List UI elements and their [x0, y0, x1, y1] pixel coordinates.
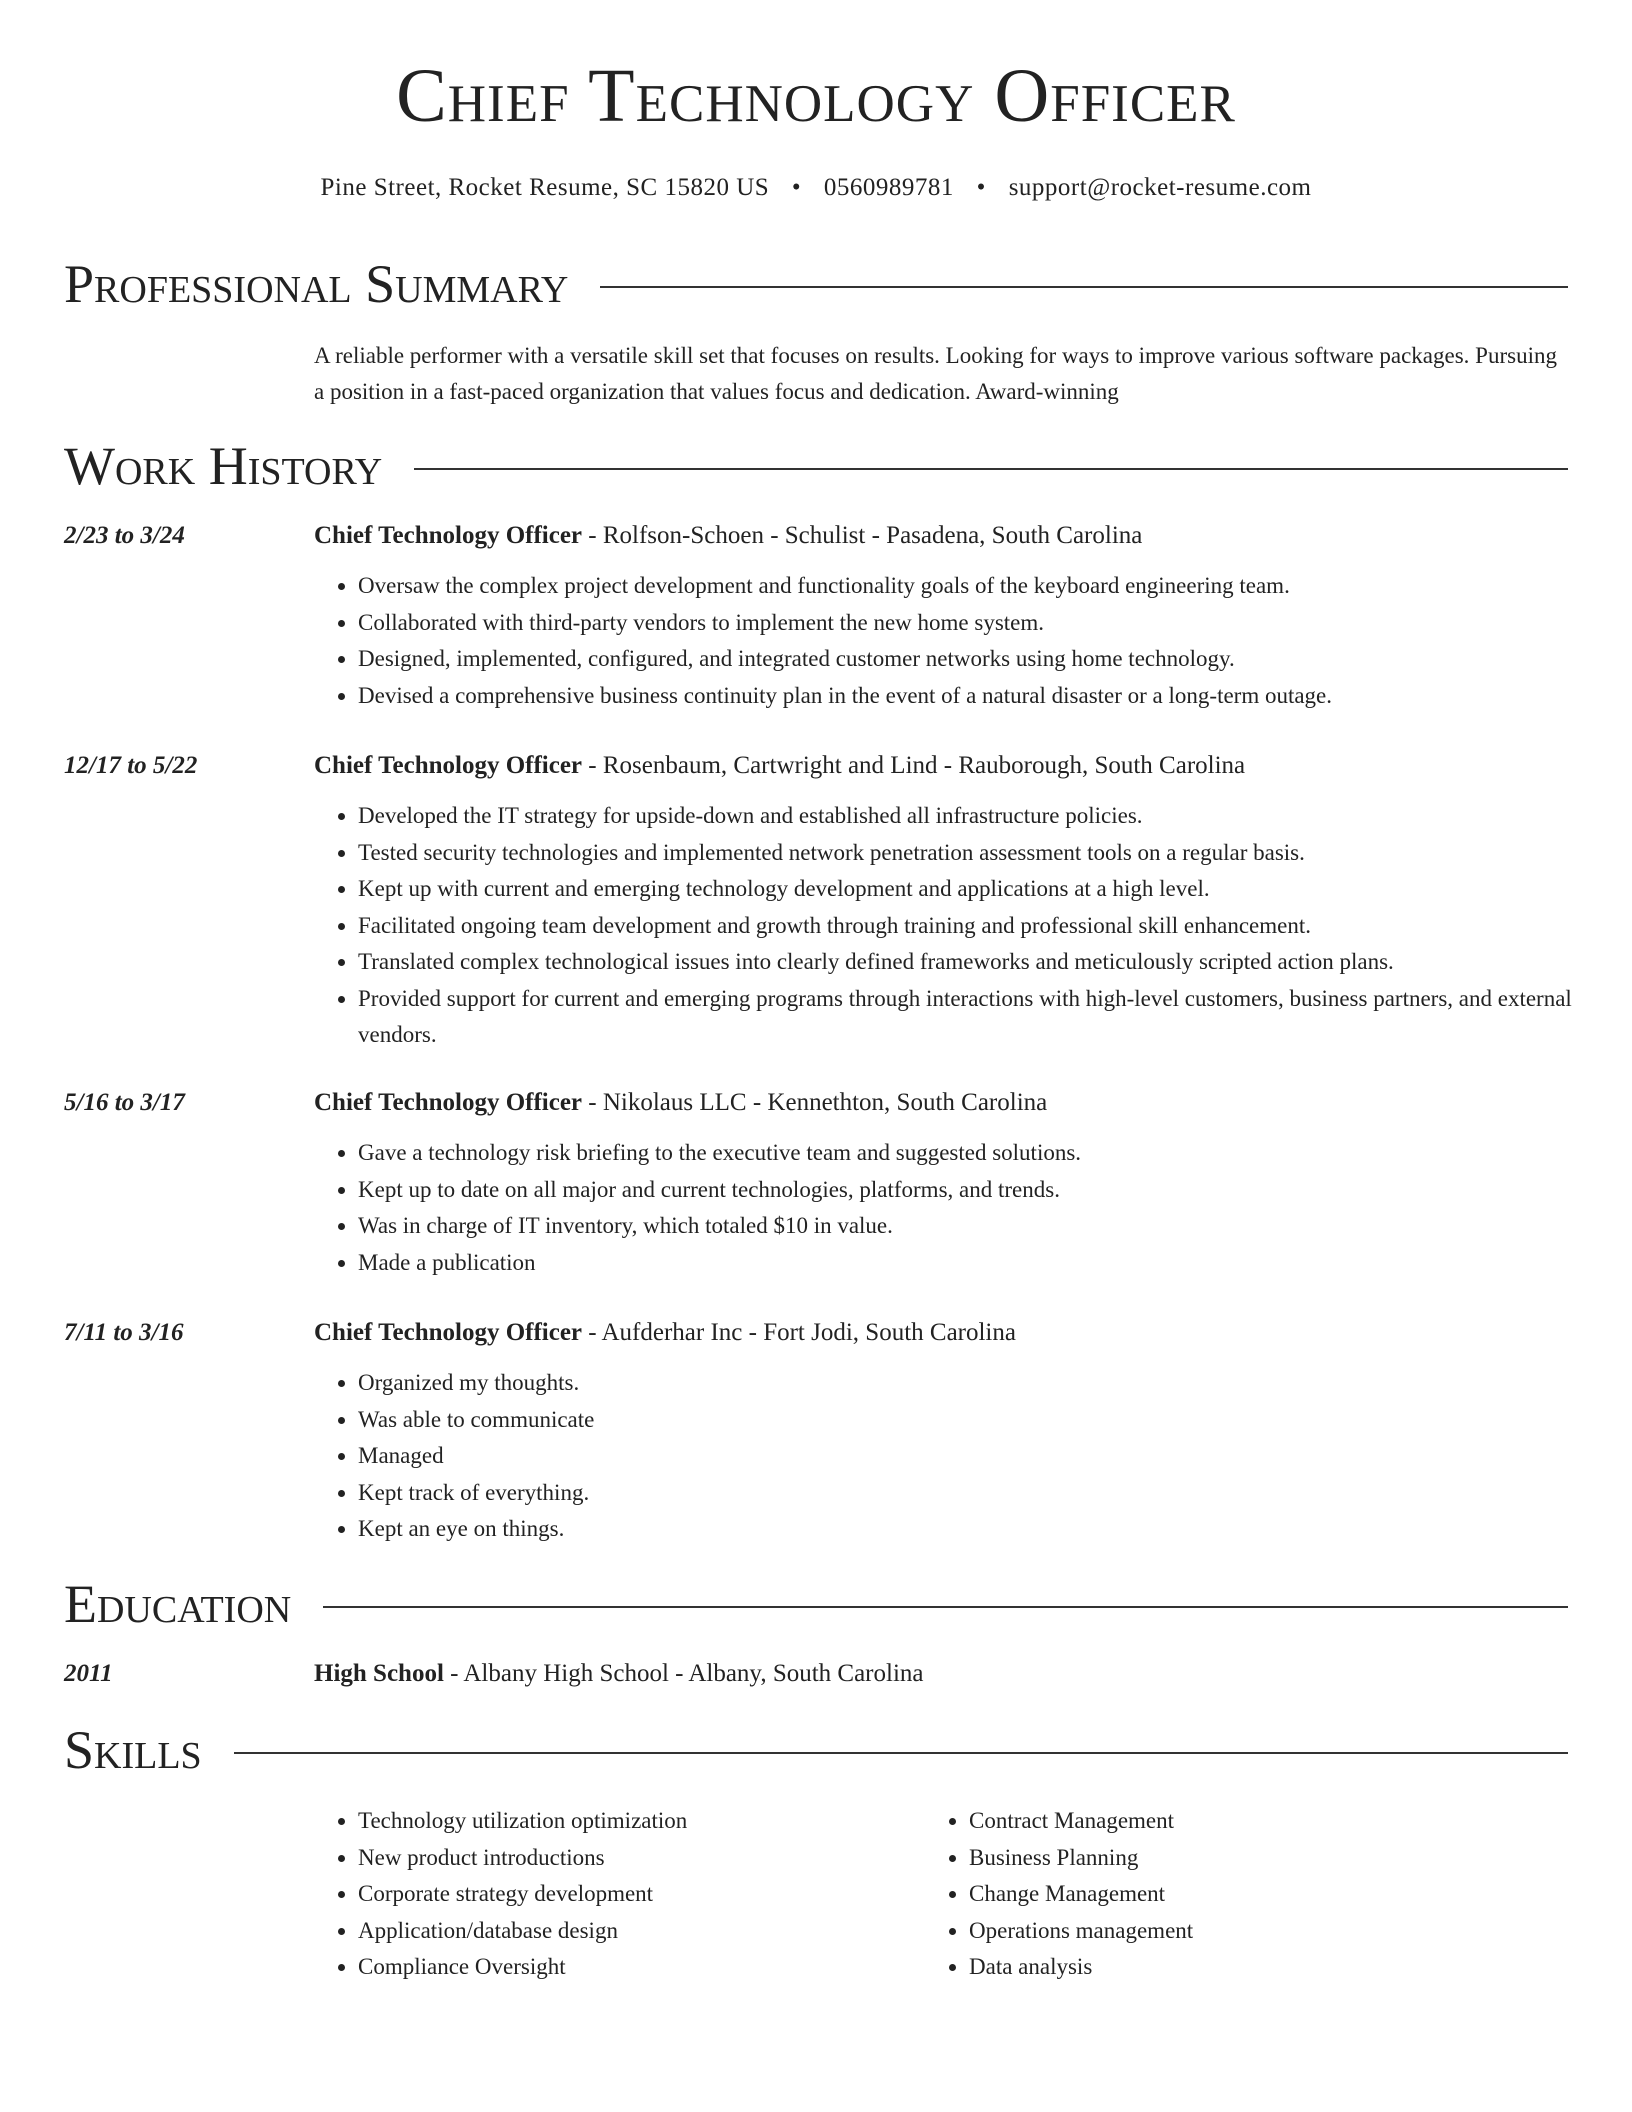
list-item: • Designed, implemented, configured, and integrated customer networks using home technology.: [358, 641, 1608, 678]
section-divider: [234, 1752, 1568, 1754]
contact-address: Pine Street, Rocket Resume, SC 15820 US: [320, 174, 770, 201]
list-item: • New product introductions: [358, 1840, 918, 1877]
list-item: • Made a publication: [358, 1245, 1608, 1282]
section-title: Work History: [64, 436, 383, 496]
section-title: Education: [64, 1574, 292, 1634]
contact-separator: •: [976, 174, 986, 201]
section-header-education: [64, 1572, 1568, 1636]
list-item: • Corporate strategy development: [358, 1876, 918, 1913]
list-item: • Managed: [358, 1438, 1608, 1475]
list-item: • Application/database design: [358, 1913, 918, 1950]
education-year: 2011: [64, 1660, 113, 1687]
education-heading: [314, 1658, 1574, 1690]
list-item: • Change Management: [969, 1876, 1529, 1913]
job-dates: 7/11 to 3/16: [64, 1319, 184, 1346]
job-dates: 12/17 to 5/22: [64, 752, 198, 779]
section-divider: [414, 468, 1568, 470]
list-item: • Tested security technologies and implemented network penetration assessment tools on a regular basis.: [358, 835, 1608, 872]
job-title: Chief Technology Officer: [314, 1319, 583, 1346]
job-heading: [314, 520, 1574, 552]
summary-text: A reliable performer with a versatile skill set that focuses on results. Looking for ways to improve various software packages. Pursuing a position in a fast-paced organization that values focus and dedication. Award-winning: [314, 343, 1557, 404]
list-item: • Kept track of everything.: [358, 1475, 1608, 1512]
list-item: • Kept an eye on things.: [358, 1511, 1608, 1548]
section-title: Professional Summary: [64, 254, 569, 314]
section-header-summary: [64, 252, 1568, 316]
job-title: Chief Technology Officer: [314, 522, 583, 549]
list-item: • Data analysis: [969, 1949, 1529, 1986]
job-bullets: [314, 568, 1608, 714]
list-item: • Facilitated ongoing team development and growth through training and professional skill enhancement.: [358, 908, 1608, 945]
list-item: • Gave a technology risk briefing to the executive team and suggested solutions.: [358, 1135, 1608, 1172]
skills-list-left: [314, 1803, 918, 1986]
education-details: - Albany High School - Albany, South Carolina: [443, 1660, 924, 1687]
list-item: • Provided support for current and emerging programs through interactions with high-level customers, business partners, and external vendors.: [358, 981, 1608, 1054]
job-heading: [314, 750, 1574, 782]
list-item: • Technology utilization optimization: [358, 1803, 918, 1840]
job-details: - Rolfson-Schoen - Schulist - Pasadena, South Carolina: [582, 522, 1143, 549]
job-details: - Rosenbaum, Cartwright and Lind - Rauborough, South Carolina: [582, 752, 1246, 779]
job-title: Chief Technology Officer: [314, 1089, 583, 1116]
section-title: Skills: [64, 1720, 202, 1780]
job-dates: 5/16 to 3/17: [64, 1089, 185, 1116]
job-title: Chief Technology Officer: [314, 752, 583, 779]
contact-email: support@rocket-resume.com: [1008, 174, 1312, 201]
section-divider: [600, 286, 1568, 288]
list-item: • Oversaw the complex project development and functionality goals of the keyboard engineering team.: [358, 568, 1608, 605]
list-item: • Kept up to date on all major and current technologies, platforms, and trends.: [358, 1172, 1608, 1209]
list-item: • Collaborated with third-party vendors to implement the new home system.: [358, 605, 1608, 642]
job-heading: [314, 1317, 1574, 1349]
list-item: • Was in charge of IT inventory, which totaled $10 in value.: [358, 1208, 1608, 1245]
list-item: • Kept up with current and emerging technology development and applications at a high level.: [358, 871, 1608, 908]
list-item: • Translated complex technological issues into clearly defined frameworks and meticulously scripted action plans.: [358, 944, 1608, 981]
skills-list-right: [925, 1803, 1529, 1986]
list-item: • Was able to communicate: [358, 1402, 1608, 1439]
resume-name-title: Chief Technology Officer: [396, 54, 1236, 138]
section-header-skills: [64, 1718, 1568, 1782]
job-details: - Aufderhar Inc - Fort Jodi, South Carolina: [582, 1319, 1016, 1346]
job-bullets: [314, 1365, 1608, 1548]
list-item: • Developed the IT strategy for upside-down and established all infrastructure policies.: [358, 798, 1608, 835]
contact-separator: •: [791, 174, 802, 201]
list-item: • Business Planning: [969, 1840, 1529, 1877]
contact-phone: 0560989781: [823, 174, 954, 201]
education-degree: High School: [314, 1660, 444, 1687]
section-divider: [323, 1606, 1568, 1608]
section-header-work-history: [64, 434, 1568, 498]
list-item: • Compliance Oversight: [358, 1949, 918, 1986]
list-item: • Devised a comprehensive business continuity plan in the event of a natural disaster or a long-term outage.: [358, 678, 1608, 715]
job-bullets: [314, 1135, 1608, 1281]
job-dates: 2/23 to 3/24: [64, 522, 185, 549]
list-item: • Operations management: [969, 1913, 1529, 1950]
list-item: • Organized my thoughts.: [358, 1365, 1608, 1402]
job-details: - Nikolaus LLC - Kennethton, South Carolina: [582, 1089, 1048, 1116]
job-bullets: [314, 798, 1608, 1054]
list-item: • Contract Management: [969, 1803, 1529, 1840]
contact-line: [0, 175, 1632, 200]
job-heading: [314, 1087, 1574, 1119]
